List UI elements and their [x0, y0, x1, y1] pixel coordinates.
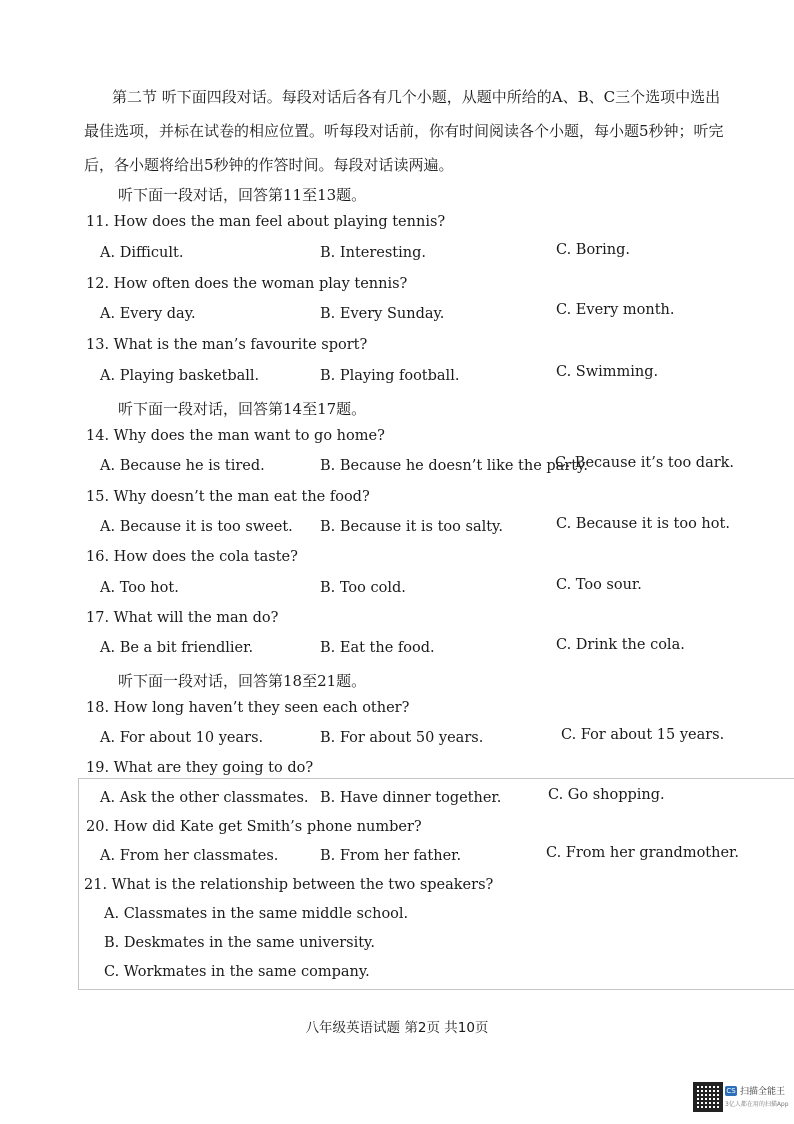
camscanner-logo: CS — [726, 1087, 736, 1095]
option-c: C. For about 15 years. — [561, 727, 725, 743]
question-stem: 13. What is the man’s favourite sport? — [86, 337, 368, 353]
option-c: C. Workmates in the same company. — [104, 964, 370, 980]
option-b: B. Playing football. — [320, 368, 460, 384]
group-instruction: 听下面一段对话，回答第14至17题。 — [118, 400, 367, 418]
option-c: C. Because it is too hot. — [556, 516, 730, 532]
option-c: C. Drink the cola. — [556, 637, 685, 653]
option-a: A. Classmates in the same middle school. — [104, 906, 409, 922]
question-stem: 20. How did Kate get Smith’s phone number? — [86, 819, 422, 835]
group-instruction: 听下面一段对话，回答第18至21题。 — [118, 672, 367, 690]
question-stem: 12. How often does the woman play tennis? — [86, 276, 408, 292]
question-stem: 11. How does the man feel about playing tennis? — [86, 214, 446, 230]
option-b: B. Have dinner together. — [320, 790, 502, 806]
qr-code-icon — [693, 1082, 723, 1112]
option-a: A. Too hot. — [100, 580, 179, 596]
question-stem: 16. How does the cola taste? — [86, 549, 298, 565]
option-a: A. Because he is tired. — [100, 458, 265, 474]
option-c: C. Too sour. — [556, 577, 642, 593]
option-a: A. Because it is too sweet. — [100, 519, 293, 535]
option-b: B. For about 50 years. — [320, 730, 484, 746]
question-stem: 19. What are they going to do? — [86, 760, 314, 776]
option-b: B. Interesting. — [320, 245, 426, 261]
question-stem: 21. What is the relationship between the two speakers? — [84, 877, 494, 893]
question-stem: 17. What will the man do? — [86, 610, 279, 626]
option-a: A. Every day. — [100, 306, 196, 322]
option-a: A. From her classmates. — [100, 848, 279, 864]
page-footer: 八年级英语试题 第2页 共10页 — [305, 1020, 489, 1036]
option-a: A. Ask the other classmates. — [100, 790, 309, 806]
scanner-watermark: 扫描全能王 — [740, 1087, 786, 1097]
scanner-watermark-sub: 3亿人都在用的扫描App — [725, 1101, 789, 1108]
option-b: B. Deskmates in the same university. — [104, 935, 375, 951]
option-c: C. Swimming. — [556, 364, 659, 380]
question-stem: 14. Why does the man want to go home? — [86, 428, 385, 444]
option-c: C. Go shopping. — [548, 787, 665, 803]
option-b: B. Eat the food. — [320, 640, 435, 656]
option-b: B. Because it is too salty. — [320, 519, 503, 535]
option-b: B. Every Sunday. — [320, 306, 445, 322]
option-c: C. Every month. — [556, 302, 675, 318]
option-b: B. From her father. — [320, 848, 462, 864]
option-b: B. Because he doesn’t like the party. — [320, 458, 588, 474]
option-c: C. From her grandmother. — [546, 845, 739, 861]
question-stem: 15. Why doesn’t the man eat the food? — [86, 489, 370, 505]
option-a: A. Playing basketball. — [100, 368, 260, 384]
group-instruction: 听下面一段对话，回答第11至13题。 — [118, 186, 367, 204]
question-stem: 18. How long haven’t they seen each other? — [86, 700, 410, 716]
option-b: B. Too cold. — [320, 580, 406, 596]
option-a: A. Be a bit friendlier. — [100, 640, 254, 656]
option-a: A. Difficult. — [100, 245, 184, 261]
option-a: A. For about 10 years. — [100, 730, 264, 746]
section-intro: 第二节 听下面四段对话。每段对话后各有几个小题，从题中所给的A、B、C三个选项中选出最佳选项，并标在试卷的相应位置。听每段对话前，你有时间阅读各个小题，每小题5秒钟；听完后，各小题将给出5秒钟的作答时间。每段对话读两遍。 — [84, 88, 724, 174]
option-c: C. Because it’s too dark. — [555, 455, 735, 471]
option-c: C. Boring. — [556, 242, 630, 258]
